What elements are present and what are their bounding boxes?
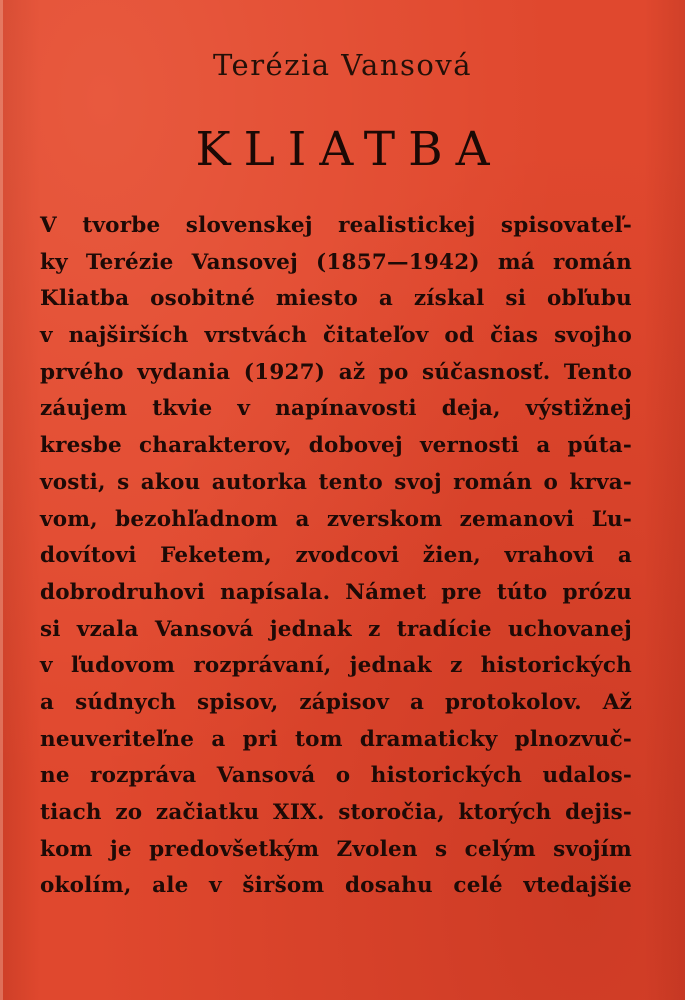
blurb-line: v ľudovom rozprávaní, jednak z historických [40,653,632,679]
blurb-line: tiach zo začiatku XIX. storočia, ktorých dejis- [40,800,632,825]
blurb-line: dobrodruhovi napísala. Námet pre túto prózu [40,579,632,605]
blurb-line: kom je predovšetkým Zvolen s celým svojím [40,836,632,862]
blurb-line: V tvorbe slovenskej realistickej spisovateľ- [40,213,632,238]
blurb-line: okolím, ale v širšom dosahu celé vtedajšie [40,873,632,899]
blurb-line: záujem tkvie v napínavosti deja, výstižnej [40,396,632,422]
blurb-line: ne rozpráva Vansová o historických udalos- [40,763,632,789]
blurb-text [40,208,632,905]
author-name: Terézia Vansová [212,48,473,82]
blurb-line: neuveriteľne a pri tom dramaticky plnozvuč- [40,726,632,752]
blurb-line: vom, bezohľadnom a zverskom zemanovi Ľu- [40,506,632,532]
blurb-line: vosti, s akou autorka tento svoj román o krva- [40,469,632,495]
blurb-line: si vzala Vansová jednak z tradície uchovanej [40,616,632,642]
blurb-line: prvého vydania (1927) až po súčasnosť. Tento [40,359,632,385]
blurb-line: a súdnych spisov, zápisov a protokolov. Až [40,689,632,715]
book-title: KLIATBA [195,122,503,177]
blurb-line: v najširších vrstvách čitateľov od čias svojho [40,323,632,349]
blurb-line: Kliatba osobitné miesto a získal si obľubu [40,286,632,312]
blurb-line: ky Terézie Vansovej (1857—1942) má román [40,249,632,275]
blurb-line: kresbe charakterov, dobovej vernosti a púta- [40,433,632,459]
blurb-line: dovítovi Feketem, zvodcovi žien, vrahovi a [40,543,632,569]
